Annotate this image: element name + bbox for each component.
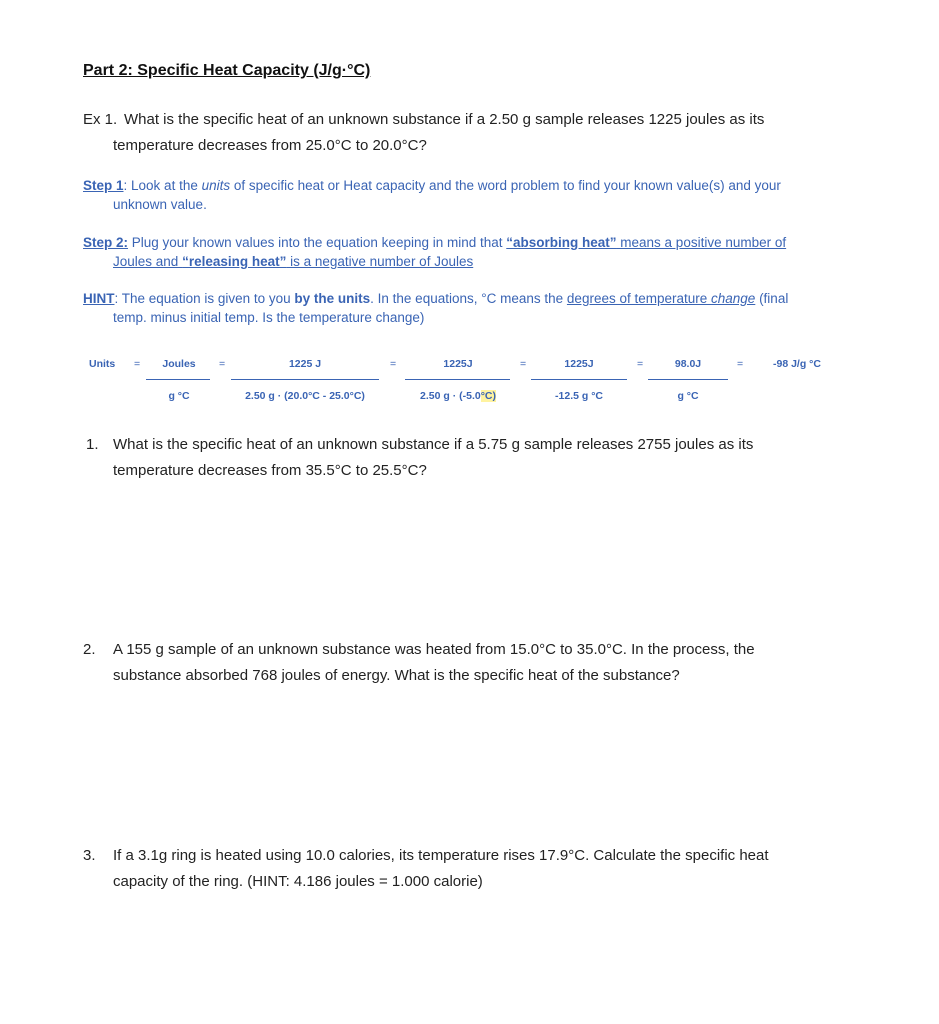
equals-sign: = xyxy=(219,358,226,370)
example-line-2: temperature decreases from 25.0°C to 20.0°C? xyxy=(113,136,427,154)
step-1-line-2: unknown value. xyxy=(113,197,207,212)
question-2-line-1: A 155 g sample of an unknown substance was heated from 15.0°C to 35.0°C. In the process, the xyxy=(113,641,755,658)
hint-change-text: change xyxy=(711,291,756,306)
step-2-text-a: Plug your known values into the equation keeping in mind that xyxy=(128,235,507,250)
fraction-1-denominator: g °C xyxy=(168,390,190,402)
fraction-3-denominator-a: 2.50 g · (-5.0 xyxy=(420,390,481,402)
equals-sign: = xyxy=(637,358,644,370)
equation-result: -98 J/g °C xyxy=(773,358,821,370)
hint-line-2: temp. minus initial temp. Is the temperature change) xyxy=(113,310,425,325)
absorbing-heat-text: “absorbing heat” xyxy=(506,235,617,250)
fraction-5-numerator: 98.0J xyxy=(674,358,702,370)
joules-and-text: Joules and xyxy=(113,254,183,269)
step-1-label: Step 1 xyxy=(83,178,124,193)
fraction-4-denominator: -12.5 g °C xyxy=(555,390,603,402)
fraction-3-numerator: 1225J xyxy=(443,358,473,370)
fraction-4-numerator: 1225J xyxy=(564,358,594,370)
hint-degrees-text: degrees of temperature xyxy=(566,291,712,306)
example-label: Ex 1. xyxy=(83,111,118,128)
hint-by-units: by the units xyxy=(294,291,371,306)
step-1-text-b: of specific heat or Heat capacity and the word problem to find your known value(s) and your xyxy=(230,178,781,193)
hint-colon: : xyxy=(114,291,119,306)
fraction-3-bar xyxy=(405,379,510,380)
fraction-4-bar xyxy=(531,379,627,380)
fraction-1-bar xyxy=(146,379,210,380)
fraction-2-bar xyxy=(231,379,379,380)
question-3-number: 3. xyxy=(83,847,96,864)
question-1 xyxy=(86,432,866,484)
fraction-2-denominator: 2.50 g · (20.0°C - 25.0°C) xyxy=(245,390,365,402)
question-1-line-2: temperature decreases from 35.5°C to 25.5°C? xyxy=(113,461,427,479)
fraction-1-numerator: Joules xyxy=(162,358,196,370)
fraction-3-denominator xyxy=(420,390,496,402)
page-title: Part 2: Specific Heat Capacity (J/g·°C) xyxy=(83,62,371,79)
example-line-1: What is the specific heat of an unknown substance if a 2.50 g sample releases 1225 joules as its xyxy=(124,111,765,128)
question-2-number: 2. xyxy=(83,641,96,658)
units-label: Units xyxy=(89,358,116,370)
fraction-5-bar xyxy=(648,379,728,380)
fraction-5-denominator: g °C xyxy=(677,390,699,402)
fraction-2-numerator: 1225 J xyxy=(288,358,322,370)
step-2-text-b: means a positive number of xyxy=(616,235,787,250)
question-3-line-1: If a 3.1g ring is heated using 10.0 calories, its temperature rises 17.9°C. Calculate the specific heat xyxy=(113,847,769,864)
step-1-text-a: Look at the xyxy=(127,178,202,193)
hint-label: HINT xyxy=(83,291,115,306)
step-2-label: Step 2: xyxy=(83,235,129,250)
question-2 xyxy=(83,637,863,689)
fraction-3-denominator-b: °C) xyxy=(480,390,496,402)
hint-text-c: (final xyxy=(755,291,789,306)
equals-sign: = xyxy=(737,358,744,370)
step-1-units-word: units xyxy=(201,178,231,193)
question-2-line-2: substance absorbed 768 joules of energy. What is the specific heat of the substance? xyxy=(113,666,680,684)
hint-text-a: The equation is given to you xyxy=(118,291,295,306)
question-3-line-2: capacity of the ring. (HINT: 4.186 joules = 1.000 calorie) xyxy=(113,872,483,890)
question-1-line-1: What is the specific heat of an unknown substance if a 5.75 g sample releases 2755 joules as its xyxy=(113,436,754,453)
equals-sign: = xyxy=(134,358,141,370)
step-2-text-c: is a negative number of Joules xyxy=(286,254,474,269)
question-1-number: 1. xyxy=(86,436,99,453)
hint-text-b: . In the equations, °C means the xyxy=(370,291,567,306)
releasing-heat-text: “releasing heat” xyxy=(182,254,287,269)
step-1-colon: : xyxy=(123,178,128,193)
worked-equation xyxy=(0,0,939,420)
equals-sign: = xyxy=(390,358,397,370)
equals-sign: = xyxy=(520,358,527,370)
question-3 xyxy=(83,843,863,895)
